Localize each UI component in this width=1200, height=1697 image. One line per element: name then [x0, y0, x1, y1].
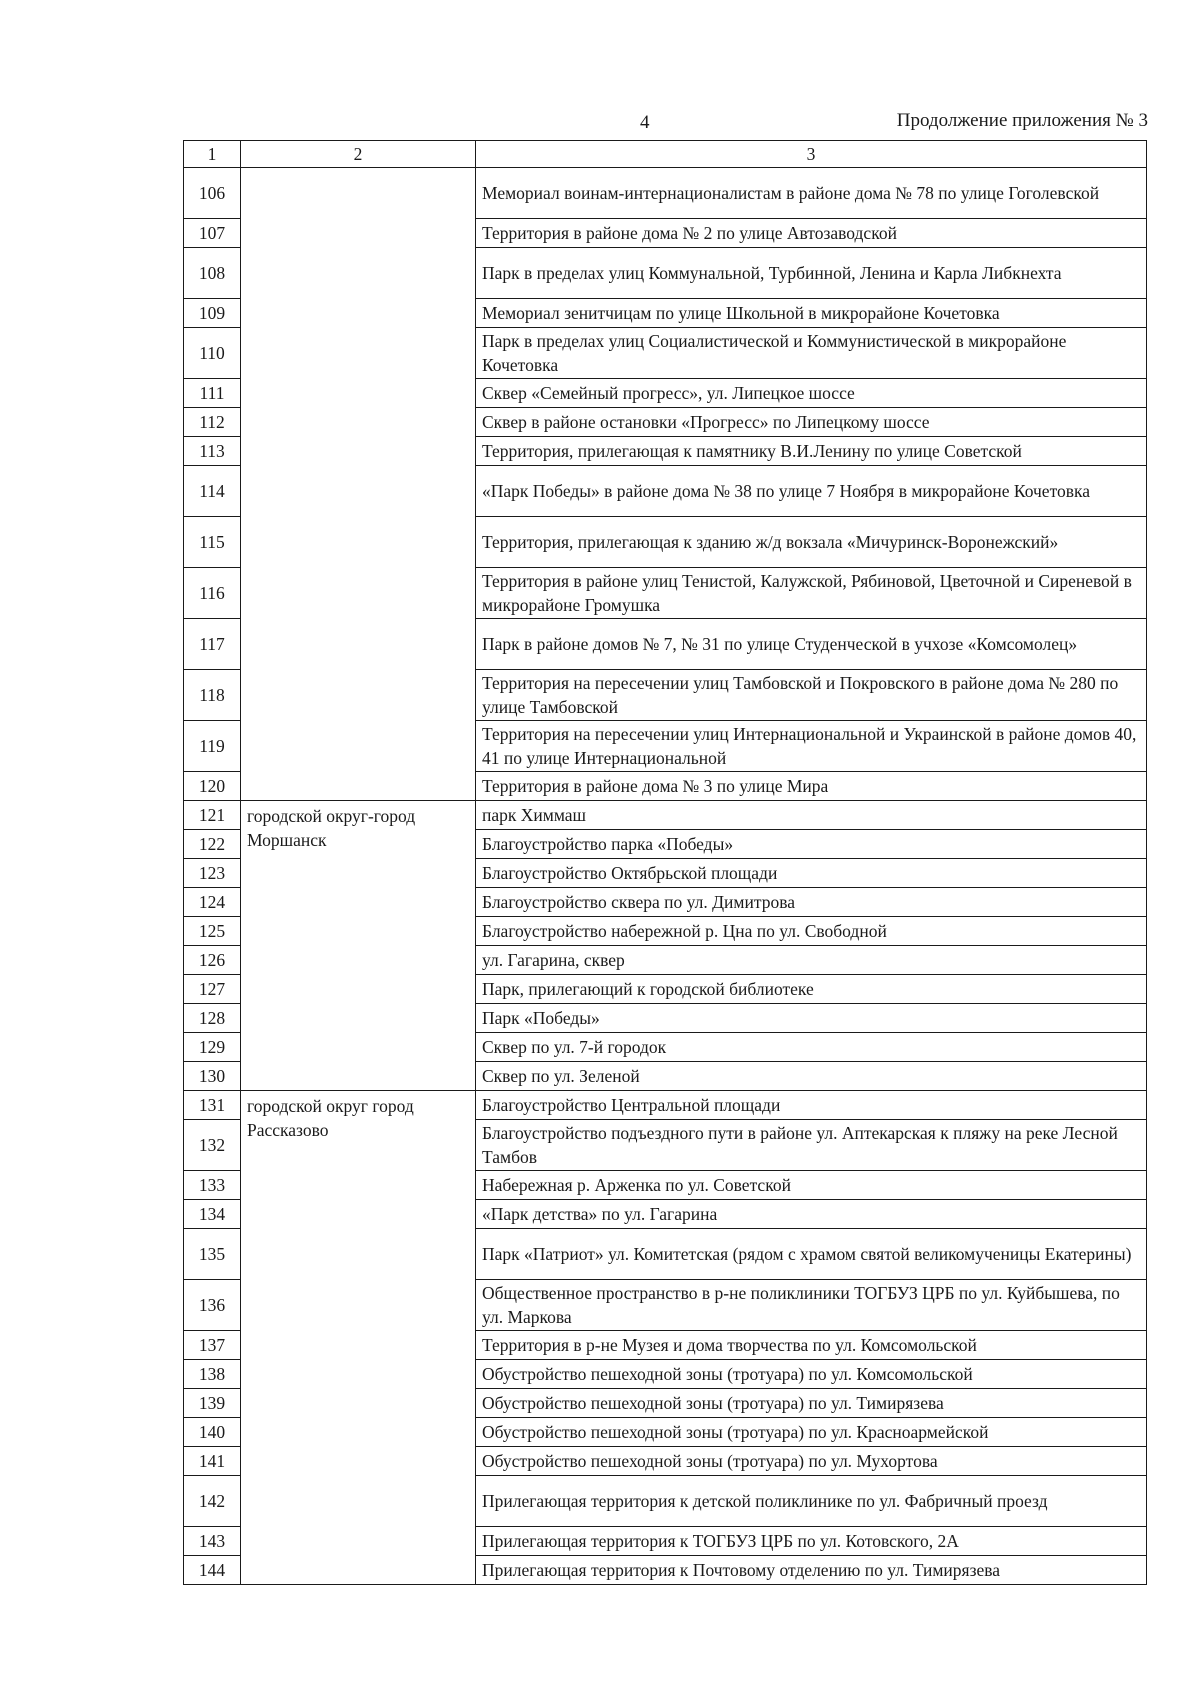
row-number: 119: [184, 721, 241, 772]
object-description: Мемориал воинам-интернационалистам в районе дома № 78 по улице Гоголевской: [476, 168, 1147, 219]
object-description: Сквер по ул. Зеленой: [476, 1062, 1147, 1091]
object-description: Сквер в районе остановки «Прогресс» по Липецкому шоссе: [476, 408, 1147, 437]
object-description: Благоустройство сквера по ул. Димитрова: [476, 888, 1147, 917]
object-description: Сквер «Семейный прогресс», ул. Липецкое шоссе: [476, 379, 1147, 408]
object-description: Обустройство пешеходной зоны (тротуара) по ул. Красноармейской: [476, 1418, 1147, 1447]
row-number: 115: [184, 517, 241, 568]
object-description: Парк в пределах улиц Социалистической и Коммунистической в микрорайоне Кочетовка: [476, 328, 1147, 379]
page-number: 4: [640, 112, 650, 133]
object-description: парк Химмаш: [476, 801, 1147, 830]
row-number: 143: [184, 1527, 241, 1556]
row-number: 113: [184, 437, 241, 466]
row-number: 128: [184, 1004, 241, 1033]
row-number: 124: [184, 888, 241, 917]
object-description: Территория на пересечении улиц Интернациональной и Украинской в районе домов 40, 41 по улице Интернациональной: [476, 721, 1147, 772]
row-number: 109: [184, 299, 241, 328]
row-number: 107: [184, 219, 241, 248]
object-description: Прилегающая территория к Почтовому отделению по ул. Тимирязева: [476, 1556, 1147, 1585]
row-number: 141: [184, 1447, 241, 1476]
object-description: Прилегающая территория к ТОГБУЗ ЦРБ по ул. Котовского, 2А: [476, 1527, 1147, 1556]
object-description: Парк в районе домов № 7, № 31 по улице Студенческой в учхозе «Комсомолец»: [476, 619, 1147, 670]
table-row: [184, 168, 1147, 219]
row-number: 121: [184, 801, 241, 830]
row-number: 116: [184, 568, 241, 619]
object-description: «Парк Победы» в районе дома № 38 по улице 7 Ноября в микрорайоне Кочетовка: [476, 466, 1147, 517]
row-number: 131: [184, 1091, 241, 1120]
object-description: Территория в р-не Музея и дома творчества по ул. Комсомольской: [476, 1331, 1147, 1360]
row-number: 108: [184, 248, 241, 299]
object-description: Благоустройство Октябрьской площади: [476, 859, 1147, 888]
object-description: Территория, прилегающая к зданию ж/д вокзала «Мичуринск-Воронежский»: [476, 517, 1147, 568]
object-description: Парк, прилегающий к городской библиотеке: [476, 975, 1147, 1004]
object-description: Набережная р. Арженка по ул. Советской: [476, 1171, 1147, 1200]
object-description: Парк «Победы»: [476, 1004, 1147, 1033]
row-number: 136: [184, 1280, 241, 1331]
row-number: 123: [184, 859, 241, 888]
row-number: 133: [184, 1171, 241, 1200]
district-cell: городской округ город Рассказово: [241, 1091, 476, 1585]
row-number: 130: [184, 1062, 241, 1091]
object-description: Обустройство пешеходной зоны (тротуара) по ул. Мухортова: [476, 1447, 1147, 1476]
objects-table: [183, 140, 1147, 1585]
column-header-2: 2: [241, 141, 476, 168]
row-number: 139: [184, 1389, 241, 1418]
object-description: Территория на пересечении улиц Тамбовской и Покровского в районе дома № 280 по улице Тамбовской: [476, 670, 1147, 721]
object-description: Территория в районе дома № 3 по улице Мира: [476, 772, 1147, 801]
object-description: Парк в пределах улиц Коммунальной, Турбинной, Ленина и Карла Либкнехта: [476, 248, 1147, 299]
object-description: Территория в районе дома № 2 по улице Автозаводской: [476, 219, 1147, 248]
row-number: 142: [184, 1476, 241, 1527]
object-description: ул. Гагарина, сквер: [476, 946, 1147, 975]
row-number: 120: [184, 772, 241, 801]
table-row: [184, 801, 1147, 830]
object-description: Сквер по ул. 7-й городок: [476, 1033, 1147, 1062]
row-number: 138: [184, 1360, 241, 1389]
row-number: 106: [184, 168, 241, 219]
row-number: 110: [184, 328, 241, 379]
row-number: 135: [184, 1229, 241, 1280]
object-description: Прилегающая территория к детской поликлинике по ул. Фабричный проезд: [476, 1476, 1147, 1527]
row-number: 127: [184, 975, 241, 1004]
column-header-1: 1: [184, 141, 241, 168]
object-description: Территория в районе улиц Тенистой, Калужской, Рябиновой, Цветочной и Сиреневой в микрорайоне Громушка: [476, 568, 1147, 619]
object-description: Общественное пространство в р-не поликлиники ТОГБУЗ ЦРБ по ул. Куйбышева, по ул. Маркова: [476, 1280, 1147, 1331]
row-number: 117: [184, 619, 241, 670]
district-cell: [241, 168, 476, 801]
object-description: Благоустройство набережной р. Цна по ул. Свободной: [476, 917, 1147, 946]
object-description: Парк «Патриот» ул. Комитетская (рядом с храмом святой великомученицы Екатерины): [476, 1229, 1147, 1280]
row-number: 112: [184, 408, 241, 437]
continuation-note: Продолжение приложения № 3: [896, 110, 1148, 131]
object-description: Благоустройство подъездного пути в районе ул. Аптекарская к пляжу на реке Лесной Тамбов: [476, 1120, 1147, 1171]
object-description: «Парк детства» по ул. Гагарина: [476, 1200, 1147, 1229]
row-number: 134: [184, 1200, 241, 1229]
table-header-row: [184, 141, 1147, 168]
object-description: Обустройство пешеходной зоны (тротуара) по ул. Комсомольской: [476, 1360, 1147, 1389]
row-number: 122: [184, 830, 241, 859]
object-description: Территория, прилегающая к памятнику В.И.Ленину по улице Советской: [476, 437, 1147, 466]
row-number: 129: [184, 1033, 241, 1062]
table-row: [184, 1091, 1147, 1120]
row-number: 125: [184, 917, 241, 946]
row-number: 118: [184, 670, 241, 721]
column-header-3: 3: [476, 141, 1147, 168]
row-number: 140: [184, 1418, 241, 1447]
district-cell: городской округ-город Моршанск: [241, 801, 476, 1091]
object-description: Благоустройство Центральной площади: [476, 1091, 1147, 1120]
object-description: Мемориал зенитчицам по улице Школьной в микрорайоне Кочетовка: [476, 299, 1147, 328]
row-number: 126: [184, 946, 241, 975]
row-number: 111: [184, 379, 241, 408]
object-description: Благоустройство парка «Победы»: [476, 830, 1147, 859]
row-number: 144: [184, 1556, 241, 1585]
row-number: 132: [184, 1120, 241, 1171]
object-description: Обустройство пешеходной зоны (тротуара) по ул. Тимирязева: [476, 1389, 1147, 1418]
row-number: 137: [184, 1331, 241, 1360]
row-number: 114: [184, 466, 241, 517]
